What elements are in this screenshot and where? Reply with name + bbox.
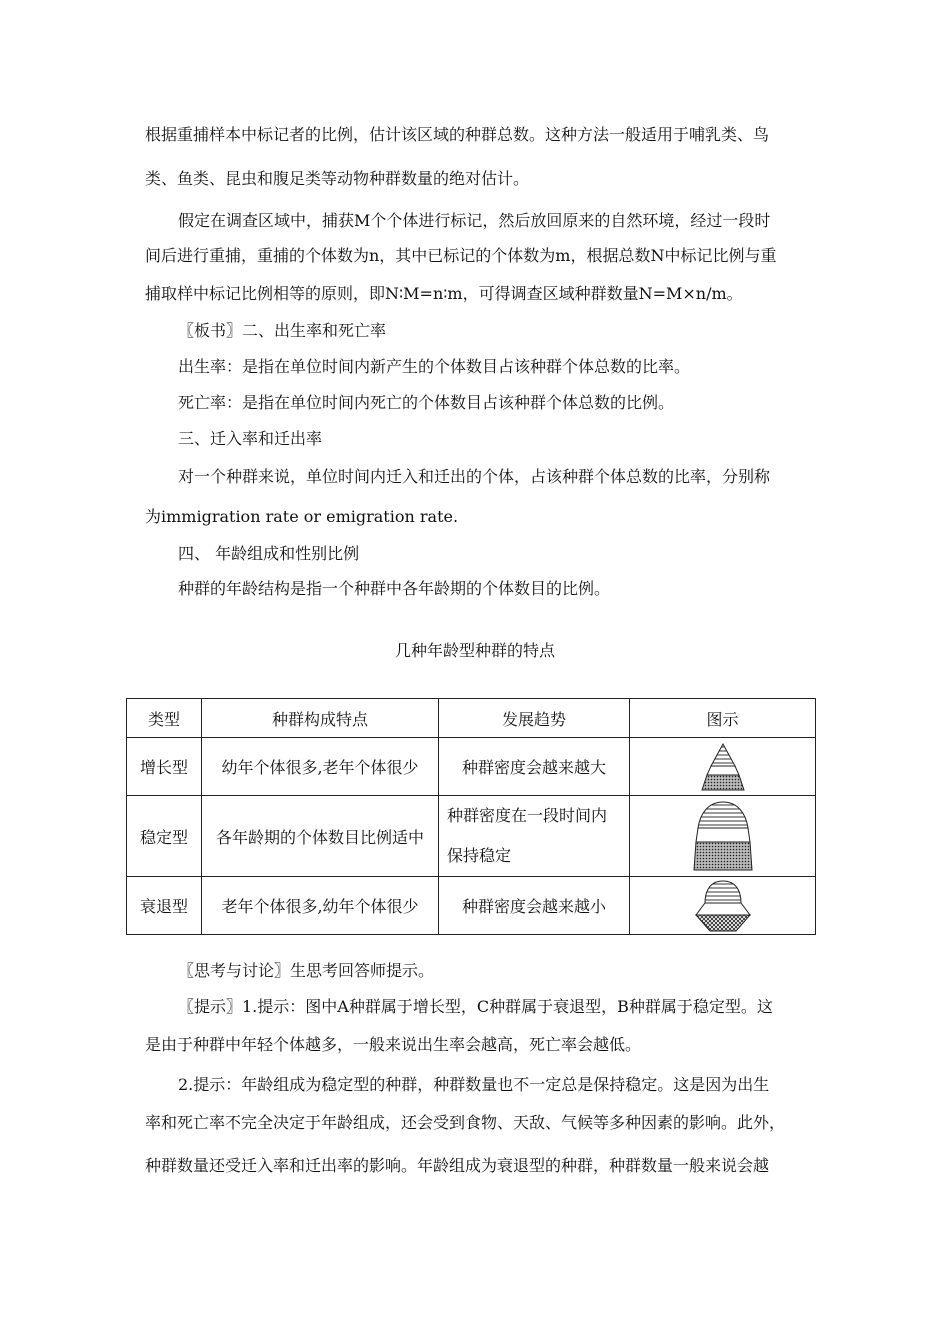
table-header-row <box>127 699 816 738</box>
paragraph-line: 对一个种群来说，单位时间内迁入和迁出的个体，占该种群个体总数的比率，分别称 <box>178 467 771 486</box>
cell-feature: 各年龄期的个体数目比例适中 <box>202 796 439 877</box>
paragraph-line: 〖提示〗1.提示：图中A种群属于增长型，C种群属于衰退型，B种群属于稳定型。这 <box>178 997 773 1016</box>
header-trend: 发展趋势 <box>439 699 630 738</box>
table-row <box>127 877 816 935</box>
table-caption: 几种年龄型种群的特点 <box>394 641 555 660</box>
cell-type: 增长型 <box>127 738 202 796</box>
table-row <box>127 796 816 877</box>
cell-diagram <box>630 796 816 877</box>
paragraph-line: 率和死亡率不完全决定于年龄组成，还会受到食物、天敌、气候等多种因素的影响。此外， <box>145 1113 786 1132</box>
paragraph-line: 根据重捕样本中标记者的比例，估计该区域的种群总数。这种方法一般适用于哺乳类、鸟 <box>145 125 770 144</box>
birth-rate-definition: 出生率：是指在单位时间内新产生的个体数目占该种群个体总数的比率。 <box>178 357 691 376</box>
declining-urn-icon <box>692 879 754 933</box>
paragraph-line: 假定在调查区域中，捕获M个个体进行标记，然后放回原来的自然环境，经过一段时 <box>178 211 771 230</box>
cell-trend: 种群密度会越来越大 <box>439 738 630 796</box>
paragraph-line: 是由于种群中年轻个体越多，一般来说出生率会越高，死亡率会越低。 <box>145 1035 642 1054</box>
cell-feature: 幼年个体很多,老年个体很少 <box>202 738 439 796</box>
paragraph-line: 间后进行重捕，重捕的个体数为n，其中已标记的个体数为m，根据总数N中标记比例与重 <box>145 246 777 265</box>
section-heading: 三、迁入率和迁出率 <box>178 429 323 448</box>
header-feature: 种群构成特点 <box>202 699 439 738</box>
paragraph-line: 捕取样中标记比例相等的原则，即N∶M=n∶m，可得调查区域种群数量N=M×n/m。 <box>145 284 743 303</box>
age-structure-table <box>126 698 816 935</box>
discussion-heading: 〖思考与讨论〗生思考回答师提示。 <box>178 961 435 980</box>
header-type: 类型 <box>127 699 202 738</box>
cell-type: 稳定型 <box>127 796 202 877</box>
cell-type: 衰退型 <box>127 877 202 935</box>
paragraph-line: 2.提示：年龄组成为稳定型的种群，种群数量也不一定总是保持稳定。这是因为出生 <box>178 1075 770 1094</box>
cell-feature: 老年个体很多,幼年个体很少 <box>202 877 439 935</box>
death-rate-definition: 死亡率：是指在单位时间内死亡的个体数目占该种群个体总数的比例。 <box>178 393 675 412</box>
paragraph-line: 类、鱼类、昆虫和腹足类等动物种群数量的绝对估计。 <box>145 169 530 188</box>
cell-trend <box>439 796 630 877</box>
section-heading: 四、 年龄组成和性别比例 <box>178 544 360 563</box>
board-heading: 〖板书〗二、出生率和死亡率 <box>178 321 387 340</box>
growing-pyramid-icon <box>698 742 748 792</box>
header-diagram: 图示 <box>630 699 816 738</box>
cell-trend-line2: 保持稳定 <box>447 846 512 865</box>
paragraph-line: 种群数量还受迁入率和迁出率的影响。年龄组成为衰退型的种群，种群数量一般来说会越 <box>145 1156 770 1175</box>
cell-trend-line1: 种群密度在一段时间内 <box>447 806 608 825</box>
cell-diagram <box>630 877 816 935</box>
table-row <box>127 738 816 796</box>
stable-bell-icon <box>690 800 756 872</box>
paragraph-line: 为immigration rate or emigration rate. <box>145 507 459 526</box>
cell-trend: 种群密度会越来越小 <box>439 877 630 935</box>
paragraph-line: 种群的年龄结构是指一个种群中各年龄期的个体数目的比例。 <box>178 579 611 598</box>
cell-diagram <box>630 738 816 796</box>
